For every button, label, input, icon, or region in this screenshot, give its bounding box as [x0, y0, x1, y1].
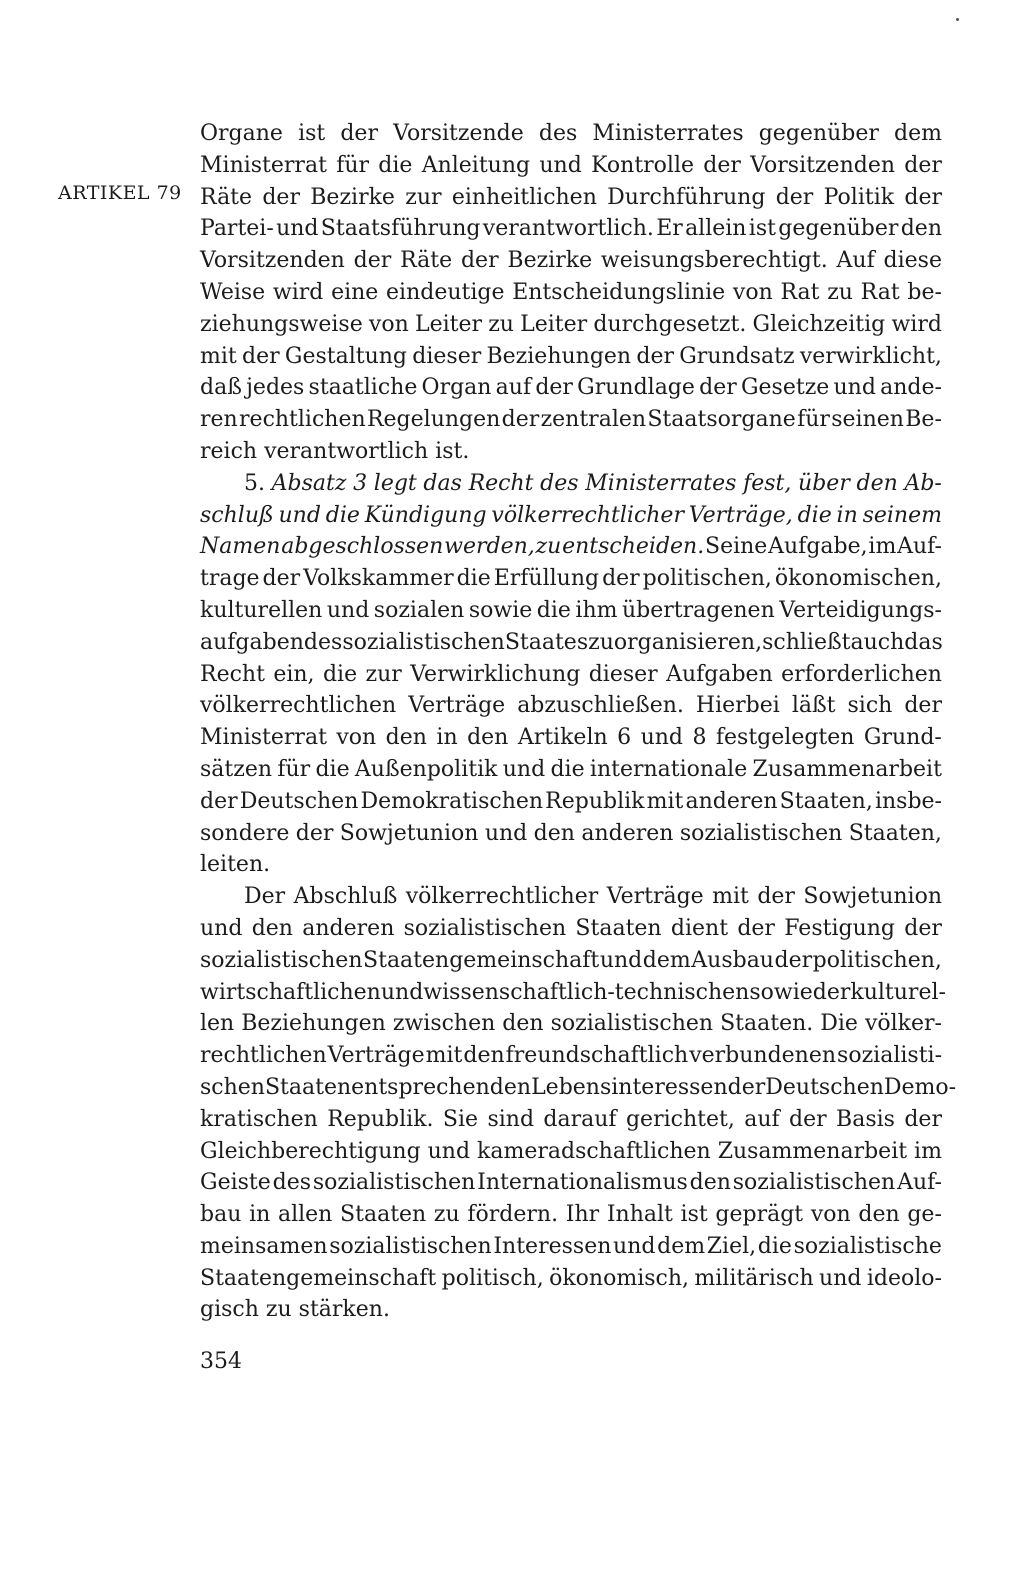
text-line: Recht ein, die zur Verwirklichung dieser Aufgaben erforderlichen [200, 661, 942, 687]
text-line: schluß und die Kündigung völkerrechtlicher Verträge, die in seinem [200, 502, 942, 528]
text-line: Gleichberechtigung und kameradschaftlichen Zusammenarbeit im [200, 1138, 942, 1164]
text-line: sondere der Sowjetunion und den anderen sozialistischen Staaten, [200, 820, 942, 846]
text-line: len Beziehungen zwischen den sozialistischen Staaten. Die völker- [200, 1011, 942, 1037]
text-line: Ministerrat von den in den Artikeln 6 und 8 festgelegten Grund- [200, 725, 942, 751]
text-line: sätzen für die Außenpolitik und die internationale Zusammenarbeit [200, 756, 942, 782]
text-line: völkerrechtlichen Verträge abzuschließen. Hierbei läßt sich der [200, 693, 942, 719]
text-line: Weise wird eine eindeutige Entscheidungslinie von Rat zu Rat be- [200, 279, 942, 305]
text-line: der Deutschen Demokratischen Republik mit anderen Staaten, insbe- [200, 788, 942, 814]
text-line: mit der Gestaltung dieser Beziehungen der Grundsatz verwirklicht, [200, 343, 942, 369]
text-line: Partei- und Staatsführung verantwortlich. Er allein ist gegenüber den [200, 216, 942, 242]
text-line: bau in allen Staaten zu fördern. Ihr Inhalt ist geprägt von den ge- [200, 1202, 942, 1228]
text-line: Namen abgeschlossen werden, zu entscheiden. Seine Aufgabe, im Auf- [200, 534, 942, 560]
text-line: ren rechtlichen Regelungen der zentralen Staatsorgane für seinen Be- [200, 407, 942, 433]
text-line: leiten. [200, 852, 271, 878]
text-line: und den anderen sozialistischen Staaten dient der Festigung der [200, 915, 942, 941]
text-line: daß jedes staatliche Organ auf der Grundlage der Gesetze und ande- [200, 375, 942, 401]
text-line: kulturellen und sozialen sowie die ihm übertragenen Verteidigungs- [200, 597, 942, 623]
text-line: ziehungsweise von Leiter zu Leiter durchgesetzt. Gleichzeitig wird [200, 311, 942, 337]
text-line: gisch zu stärken. [200, 1297, 390, 1323]
body-text [200, 118, 957, 1326]
text-line: wirtschaftlichen und wissenschaftlich-technischen sowie der kulturel- [200, 979, 946, 1005]
text-line: Räte der Bezirke zur einheitlichen Durchführung der Politik der [200, 184, 942, 210]
text-line: Der Abschluß völkerrechtlicher Verträge mit der Sowjetunion [244, 884, 942, 910]
text-line: aufgaben des sozialistischen Staates zu organisieren, schließt auch das [200, 629, 943, 655]
text-line: Vorsitzenden der Räte der Bezirke weisungsberechtigt. Auf diese [200, 248, 942, 274]
text-line: rechtlichen Verträge mit den freundschaftlich verbundenen sozialisti- [200, 1043, 942, 1069]
text-line: Geiste des sozialistischen Internationalismus den sozialistischen Auf- [200, 1170, 942, 1196]
page-number: 354 [200, 1349, 242, 1374]
text-line: trage der Volkskammer die Erfüllung der politischen, ökonomischen, [200, 566, 942, 592]
text-line: Ministerrat für die Anleitung und Kontrolle der Vorsitzenden der [200, 152, 942, 178]
text-line: Organe ist der Vorsitzende des Ministerrates gegenüber dem [200, 121, 942, 146]
text-line: meinsamen sozialistischen Interessen und dem Ziel, die sozialistische [200, 1233, 942, 1259]
text-line: 5. Absatz 3 legt das Recht des Ministerrates fest, über den Ab- [244, 470, 942, 496]
text-line: kratischen Republik. Sie sind darauf gerichtet, auf der Basis der [200, 1106, 942, 1132]
text-line: Staatengemeinschaft politisch, ökonomisch, militärisch und ideolo- [200, 1265, 942, 1291]
text-line: sozialistischen Staatengemeinschaft und dem Ausbau der politischen, [200, 947, 942, 973]
scan-speck [956, 18, 959, 21]
text-line: reich verantwortlich ist. [200, 438, 470, 464]
text-line: schen Staaten entsprechen den Lebensinteressen der Deutschen Demo- [200, 1074, 957, 1100]
margin-article-label: ARTIKEL 79 [58, 182, 182, 204]
